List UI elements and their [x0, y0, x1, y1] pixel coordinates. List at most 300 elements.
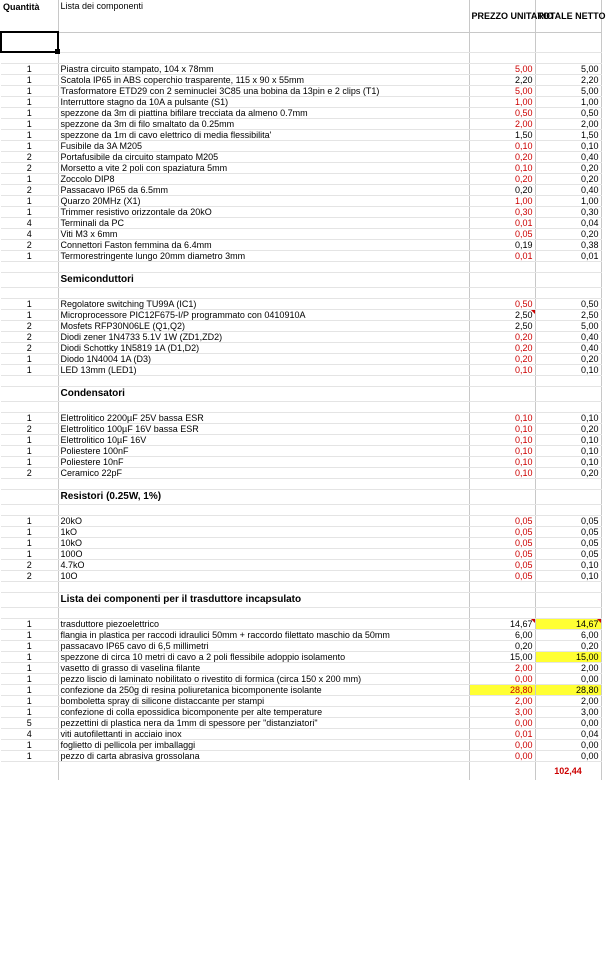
net-total-cell[interactable]: 0,05 — [535, 527, 601, 538]
unit-price-cell[interactable]: 15,00 — [469, 652, 535, 663]
unit-price-cell[interactable]: 0,05 — [469, 229, 535, 240]
empty-cell[interactable] — [58, 32, 469, 52]
net-total-cell[interactable]: 5,00 — [535, 321, 601, 332]
description-cell[interactable]: Zoccolo DIP8 — [58, 174, 469, 185]
description-cell[interactable]: Trimmer resistivo orizzontale da 20kO — [58, 207, 469, 218]
empty-cell[interactable] — [469, 582, 535, 593]
section-row — [1, 273, 601, 288]
unit-price-cell[interactable]: 2,00 — [469, 663, 535, 674]
unit-price-cell[interactable]: 0,10 — [469, 468, 535, 479]
quantity-cell[interactable]: 1 — [1, 652, 58, 663]
empty-cell[interactable] — [469, 288, 535, 299]
quantity-cell[interactable]: 1 — [1, 630, 58, 641]
quantity-cell[interactable]: 1 — [1, 365, 58, 376]
empty-cell[interactable] — [469, 273, 535, 288]
quantity-cell[interactable]: 1 — [1, 119, 58, 130]
unit-price-cell[interactable]: 0,10 — [469, 141, 535, 152]
empty-cell[interactable] — [58, 52, 469, 64]
description-cell[interactable]: Diodi zener 1N4733 5.1V 1W (ZD1,ZD2) — [58, 332, 469, 343]
empty-cell[interactable] — [535, 490, 601, 505]
quantity-cell[interactable]: 1 — [1, 251, 58, 262]
unit-price-cell[interactable]: 2,20 — [469, 75, 535, 86]
quantity-cell[interactable]: 1 — [1, 207, 58, 218]
table-row — [1, 229, 601, 240]
quantity-cell[interactable]: 5 — [1, 718, 58, 729]
unit-price-cell[interactable]: 0,20 — [469, 185, 535, 196]
quantity-cell[interactable]: 2 — [1, 163, 58, 174]
unit-price-cell[interactable]: 0,20 — [469, 641, 535, 652]
table-row — [1, 549, 601, 560]
unit-price-cell[interactable]: 0,00 — [469, 674, 535, 685]
empty-cell[interactable] — [469, 490, 535, 505]
unit-price-cell[interactable]: 0,20 — [469, 152, 535, 163]
quantity-cell[interactable]: 1 — [1, 751, 58, 762]
header-row — [1, 0, 601, 32]
net-total-cell[interactable]: 0,20 — [535, 229, 601, 240]
net-total-cell[interactable]: 0,10 — [535, 457, 601, 468]
quantity-cell[interactable]: 2 — [1, 152, 58, 163]
empty-cell[interactable] — [58, 288, 469, 299]
unit-price-cell[interactable]: 0,01 — [469, 729, 535, 740]
net-total-cell[interactable]: 2,00 — [535, 696, 601, 707]
empty-cell[interactable] — [535, 32, 601, 52]
description-cell[interactable]: Microprocessore PIC12F675-I/P programmato con 0410910A — [58, 310, 469, 321]
net-total-cell[interactable]: 0,10 — [535, 365, 601, 376]
unit-price-cell[interactable]: 0,20 — [469, 343, 535, 354]
empty-cell[interactable] — [1, 479, 58, 490]
empty-cell[interactable] — [469, 505, 535, 516]
description-cell[interactable]: Mosfets RFP30N06LE (Q1,Q2) — [58, 321, 469, 332]
net-total-cell[interactable]: 6,00 — [535, 630, 601, 641]
empty-cell[interactable] — [469, 479, 535, 490]
net-total-cell[interactable]: 0,50 — [535, 299, 601, 310]
table-row — [1, 435, 601, 446]
section-title[interactable]: Lista dei componenti per il trasduttore incapsulato — [58, 593, 469, 608]
table-row — [1, 251, 601, 262]
empty-cell[interactable] — [58, 262, 469, 273]
unit-price-cell[interactable]: 2,50 — [469, 321, 535, 332]
net-total-cell[interactable]: 0,05 — [535, 516, 601, 527]
quantity-cell[interactable]: 1 — [1, 75, 58, 86]
unit-price-cell[interactable]: 1,00 — [469, 196, 535, 207]
empty-cell[interactable] — [535, 288, 601, 299]
unit-price-cell[interactable]: 0,30 — [469, 207, 535, 218]
unit-price-cell[interactable]: 0,05 — [469, 527, 535, 538]
unit-price-cell[interactable]: 28,80 — [469, 685, 535, 696]
quantity-cell[interactable]: 2 — [1, 185, 58, 196]
net-total-cell[interactable]: 0,30 — [535, 207, 601, 218]
section-row — [1, 490, 601, 505]
net-total-cell[interactable]: 0,40 — [535, 332, 601, 343]
net-total-cell[interactable]: 2,00 — [535, 663, 601, 674]
empty-cell[interactable] — [535, 376, 601, 387]
description-cell[interactable]: Poliestere 10nF — [58, 457, 469, 468]
empty-cell[interactable] — [1, 402, 58, 413]
unit-price-cell[interactable]: 2,00 — [469, 696, 535, 707]
net-total-cell[interactable]: 14,67 — [535, 619, 601, 630]
blank-row — [1, 505, 601, 516]
quantity-cell[interactable]: 4 — [1, 229, 58, 240]
net-total-cell[interactable]: 0,00 — [535, 674, 601, 685]
table-row — [1, 516, 601, 527]
table-row — [1, 740, 601, 751]
blank-row — [1, 402, 601, 413]
unit-price-cell[interactable]: 0,50 — [469, 299, 535, 310]
description-cell[interactable]: 100O — [58, 549, 469, 560]
net-total-cell[interactable]: 0,20 — [535, 424, 601, 435]
quantity-cell[interactable]: 2 — [1, 424, 58, 435]
net-total-cell[interactable]: 0,38 — [535, 240, 601, 251]
quantity-cell[interactable]: 1 — [1, 457, 58, 468]
unit-price-cell[interactable]: 0,10 — [469, 446, 535, 457]
table-row — [1, 174, 601, 185]
empty-cell[interactable] — [58, 505, 469, 516]
description-cell[interactable]: Elettrolitico 2200µF 25V bassa ESR — [58, 413, 469, 424]
net-total-cell[interactable]: 3,00 — [535, 707, 601, 718]
table-row — [1, 108, 601, 119]
quantity-cell[interactable]: 1 — [1, 696, 58, 707]
net-total-cell[interactable]: 0,04 — [535, 729, 601, 740]
quantity-cell[interactable]: 1 — [1, 97, 58, 108]
unit-price-cell[interactable]: 0,05 — [469, 516, 535, 527]
empty-cell[interactable] — [1, 762, 58, 781]
quantity-cell[interactable]: 2 — [1, 571, 58, 582]
unit-price-cell[interactable]: 0,20 — [469, 332, 535, 343]
description-cell[interactable]: Termorestringente lungo 20mm diametro 3mm — [58, 251, 469, 262]
description-cell[interactable]: Terminali da PC — [58, 218, 469, 229]
unit-price-cell[interactable]: 0,05 — [469, 571, 535, 582]
table-row — [1, 718, 601, 729]
quantity-cell[interactable]: 1 — [1, 141, 58, 152]
unit-price-cell[interactable]: 2,50 — [469, 310, 535, 321]
empty-cell[interactable] — [535, 52, 601, 64]
empty-cell[interactable] — [469, 262, 535, 273]
empty-cell[interactable] — [535, 387, 601, 402]
quantity-cell[interactable]: 1 — [1, 707, 58, 718]
description-cell[interactable]: Elettrolitico 10µF 16V — [58, 435, 469, 446]
unit-price-cell[interactable]: 0,20 — [469, 174, 535, 185]
blank-row — [1, 376, 601, 387]
unit-price-cell[interactable]: 0,10 — [469, 435, 535, 446]
description-cell[interactable]: spezzone da 3m di filo smaltato da 0.25mm — [58, 119, 469, 130]
quantity-cell[interactable]: 1 — [1, 299, 58, 310]
description-cell[interactable]: vasetto di grasso di vaselina filante — [58, 663, 469, 674]
net-total-cell[interactable]: 0,50 — [535, 108, 601, 119]
empty-cell[interactable] — [469, 402, 535, 413]
unit-price-cell[interactable]: 1,00 — [469, 97, 535, 108]
net-total-cell[interactable]: 1,00 — [535, 196, 601, 207]
table-row — [1, 729, 601, 740]
quantity-cell[interactable]: 1 — [1, 685, 58, 696]
quantity-cell[interactable]: 1 — [1, 641, 58, 652]
empty-cell[interactable] — [535, 479, 601, 490]
unit-price-cell[interactable]: 0,05 — [469, 549, 535, 560]
table-row — [1, 310, 601, 321]
unit-price-header[interactable]: PREZZO UNITARIO — [469, 0, 535, 32]
empty-cell[interactable] — [535, 505, 601, 516]
quantity-cell[interactable]: 1 — [1, 196, 58, 207]
net-total-cell[interactable]: 0,00 — [535, 718, 601, 729]
unit-price-cell[interactable]: 0,00 — [469, 751, 535, 762]
unit-price-cell[interactable]: 5,00 — [469, 64, 535, 75]
empty-cell[interactable] — [1, 273, 58, 288]
quantity-cell[interactable]: 2 — [1, 560, 58, 571]
net-total-cell[interactable]: 0,10 — [535, 446, 601, 457]
blank-row — [1, 479, 601, 490]
net-total-cell[interactable]: 0,20 — [535, 354, 601, 365]
table-row — [1, 663, 601, 674]
description-cell[interactable]: flangia in plastica per raccodi idraulici 50mm + raccordo filettato maschio da 50mm — [58, 630, 469, 641]
quantity-cell[interactable]: 1 — [1, 86, 58, 97]
unit-price-cell[interactable]: 5,00 — [469, 86, 535, 97]
unit-price-cell[interactable]: 0,10 — [469, 163, 535, 174]
net-total-cell[interactable]: 0,10 — [535, 141, 601, 152]
unit-price-cell[interactable]: 0,01 — [469, 251, 535, 262]
unit-price-cell[interactable]: 0,00 — [469, 718, 535, 729]
net-total-cell[interactable]: 5,00 — [535, 86, 601, 97]
quantity-cell[interactable]: 1 — [1, 435, 58, 446]
description-cell[interactable]: Ceramico 22pF — [58, 468, 469, 479]
net-total-cell[interactable]: 0,05 — [535, 538, 601, 549]
empty-cell[interactable] — [1, 262, 58, 273]
net-total-cell[interactable]: 0,10 — [535, 435, 601, 446]
net-total-header[interactable]: TOTALE NETTO — [535, 0, 601, 32]
quantity-cell[interactable]: 1 — [1, 663, 58, 674]
description-cell[interactable]: 4.7kO — [58, 560, 469, 571]
table-row — [1, 560, 601, 571]
empty-cell[interactable] — [1, 608, 58, 619]
net-total-cell[interactable]: 15,00 — [535, 652, 601, 663]
page-title[interactable]: Lista dei componenti — [58, 0, 469, 32]
table-row — [1, 652, 601, 663]
table-row — [1, 354, 601, 365]
description-cell[interactable]: Connettori Faston femmina da 6.4mm — [58, 240, 469, 251]
unit-price-cell[interactable]: 0,10 — [469, 424, 535, 435]
unit-price-cell[interactable]: 0,20 — [469, 354, 535, 365]
description-cell[interactable]: bomboletta spray di silicone distaccante per stampi — [58, 696, 469, 707]
unit-price-cell[interactable]: 3,00 — [469, 707, 535, 718]
net-total-cell[interactable]: 0,05 — [535, 549, 601, 560]
selected-cell[interactable] — [1, 32, 58, 52]
empty-cell[interactable] — [1, 52, 58, 64]
net-total-cell[interactable]: 0,20 — [535, 468, 601, 479]
table-row — [1, 97, 601, 108]
empty-cell[interactable] — [58, 376, 469, 387]
unit-price-cell[interactable]: 0,10 — [469, 457, 535, 468]
unit-price-cell[interactable]: 0,05 — [469, 560, 535, 571]
description-cell[interactable]: Portafusibile da circuito stampato M205 — [58, 152, 469, 163]
net-total-cell[interactable]: 2,50 — [535, 310, 601, 321]
quantity-cell[interactable]: 1 — [1, 310, 58, 321]
quantity-cell[interactable]: 2 — [1, 321, 58, 332]
description-cell[interactable]: Passacavo IP65 da 6.5mm — [58, 185, 469, 196]
quantity-cell[interactable]: 1 — [1, 108, 58, 119]
table-row — [1, 240, 601, 251]
empty-cell[interactable] — [1, 505, 58, 516]
quantity-cell[interactable]: 1 — [1, 354, 58, 365]
table-row — [1, 424, 601, 435]
description-cell[interactable]: Diodi Schottky 1N5819 1A (D1,D2) — [58, 343, 469, 354]
net-total-cell[interactable]: 0,40 — [535, 343, 601, 354]
net-total-cell[interactable]: 0,10 — [535, 413, 601, 424]
quantity-cell[interactable]: 1 — [1, 130, 58, 141]
net-total-cell[interactable]: 2,00 — [535, 119, 601, 130]
quantity-cell[interactable]: 1 — [1, 174, 58, 185]
unit-price-cell[interactable]: 0,00 — [469, 740, 535, 751]
net-total-cell[interactable]: 2,20 — [535, 75, 601, 86]
empty-cell[interactable] — [58, 582, 469, 593]
empty-cell[interactable] — [469, 593, 535, 608]
unit-price-cell[interactable]: 2,00 — [469, 119, 535, 130]
unit-price-cell[interactable]: 0,19 — [469, 240, 535, 251]
empty-cell[interactable] — [1, 376, 58, 387]
empty-cell[interactable] — [535, 402, 601, 413]
description-cell[interactable]: passacavo IP65 cavo di 6,5 millimetri — [58, 641, 469, 652]
unit-price-cell[interactable]: 14,67 — [469, 619, 535, 630]
description-cell[interactable]: Trasformatore ETD29 con 2 seminuclei 3C85 una bobina da 13pin e 2 clips (T1) — [58, 86, 469, 97]
net-total-cell[interactable]: 0,00 — [535, 751, 601, 762]
table-row — [1, 130, 601, 141]
description-cell[interactable]: pezzettini di plastica nera da 1mm di spessore per "distanziatori" — [58, 718, 469, 729]
section-row — [1, 387, 601, 402]
empty-cell[interactable] — [535, 582, 601, 593]
quantity-cell[interactable]: 1 — [1, 64, 58, 75]
empty-cell[interactable] — [469, 376, 535, 387]
unit-price-cell[interactable]: 6,00 — [469, 630, 535, 641]
description-cell[interactable]: Diodo 1N4004 1A (D3) — [58, 354, 469, 365]
description-cell[interactable]: pezzo liscio di laminato nobilitato o rivestito di formica (circa 150 x 200 mm) — [58, 674, 469, 685]
quantity-cell[interactable]: 1 — [1, 740, 58, 751]
empty-cell[interactable] — [469, 52, 535, 64]
table-row — [1, 163, 601, 174]
empty-cell[interactable] — [58, 479, 469, 490]
description-cell[interactable]: trasduttore piezoelettrico — [58, 619, 469, 630]
description-cell[interactable]: LED 13mm (LED1) — [58, 365, 469, 376]
net-total-cell[interactable]: 1,50 — [535, 130, 601, 141]
quantity-cell[interactable]: 2 — [1, 332, 58, 343]
description-cell[interactable]: confezione di colla epossidica bicomponente per alte temperature — [58, 707, 469, 718]
empty-cell[interactable] — [535, 608, 601, 619]
description-cell[interactable]: pezzo di carta abrasiva grossolana — [58, 751, 469, 762]
description-cell[interactable]: spezzone da 1m di cavo elettrico di media flessibilita' — [58, 130, 469, 141]
description-cell[interactable]: Interruttore stagno da 10A a pulsante (S1) — [58, 97, 469, 108]
net-total-cell[interactable]: 0,04 — [535, 218, 601, 229]
quantity-cell[interactable]: 1 — [1, 549, 58, 560]
blank-row — [1, 262, 601, 273]
net-total-cell[interactable]: 0,20 — [535, 641, 601, 652]
quantity-header[interactable]: Quantità — [1, 0, 58, 32]
quantity-cell[interactable]: 1 — [1, 413, 58, 424]
unit-price-cell[interactable]: 0,50 — [469, 108, 535, 119]
net-total-cell[interactable]: 5,00 — [535, 64, 601, 75]
net-total-cell[interactable]: 0,20 — [535, 163, 601, 174]
section-title[interactable]: Resistori (0.25W, 1%) — [58, 490, 469, 505]
table-row — [1, 751, 601, 762]
quantity-cell[interactable]: 1 — [1, 446, 58, 457]
description-cell[interactable]: Piastra circuito stampato, 104 x 78mm — [58, 64, 469, 75]
quantity-cell[interactable]: 1 — [1, 516, 58, 527]
section-title[interactable]: Condensatori — [58, 387, 469, 402]
empty-cell[interactable] — [58, 608, 469, 619]
table-row — [1, 707, 601, 718]
empty-cell[interactable] — [469, 387, 535, 402]
empty-cell[interactable] — [535, 593, 601, 608]
description-cell[interactable]: spezzone di circa 10 metri di cavo a 2 poli flessibile adoppio isolamento — [58, 652, 469, 663]
empty-cell[interactable] — [58, 762, 469, 781]
empty-cell[interactable] — [469, 608, 535, 619]
net-total-cell[interactable]: 1,00 — [535, 97, 601, 108]
empty-cell[interactable] — [1, 582, 58, 593]
description-cell[interactable]: Elettrolitico 100µF 16V bassa ESR — [58, 424, 469, 435]
section-title[interactable]: Semiconduttori — [58, 273, 469, 288]
empty-cell[interactable] — [535, 262, 601, 273]
quantity-cell[interactable]: 2 — [1, 343, 58, 354]
net-total-cell[interactable]: 0,10 — [535, 560, 601, 571]
unit-price-cell[interactable]: 0,10 — [469, 365, 535, 376]
description-cell[interactable]: Poliestere 100nF — [58, 446, 469, 457]
empty-cell[interactable] — [1, 387, 58, 402]
net-total-cell[interactable]: 0,10 — [535, 571, 601, 582]
quantity-cell[interactable]: 2 — [1, 240, 58, 251]
net-total-cell[interactable]: 28,80 — [535, 685, 601, 696]
description-cell[interactable]: viti autofilettanti in acciaio inox — [58, 729, 469, 740]
description-cell[interactable]: confezione da 250g di resina poliuretanica bicomponente isolante — [58, 685, 469, 696]
quantity-cell[interactable]: 1 — [1, 527, 58, 538]
description-cell[interactable]: Viti M3 x 6mm — [58, 229, 469, 240]
quantity-cell[interactable]: 2 — [1, 468, 58, 479]
net-total-cell[interactable]: 0,20 — [535, 174, 601, 185]
description-cell[interactable]: foglietto di pellicola per imballaggi — [58, 740, 469, 751]
quantity-cell[interactable]: 4 — [1, 729, 58, 740]
grand-total-value[interactable]: 102,44 — [535, 762, 601, 781]
description-cell[interactable]: 10O — [58, 571, 469, 582]
empty-cell[interactable] — [469, 762, 535, 781]
description-cell[interactable]: Fusibile da 3A M205 — [58, 141, 469, 152]
description-cell[interactable]: 1kO — [58, 527, 469, 538]
empty-cell[interactable] — [469, 32, 535, 52]
empty-cell[interactable] — [58, 402, 469, 413]
table-row — [1, 207, 601, 218]
unit-price-cell[interactable]: 0,10 — [469, 413, 535, 424]
description-cell[interactable]: Regolatore switching TU99A (IC1) — [58, 299, 469, 310]
quantity-cell[interactable]: 1 — [1, 619, 58, 630]
quantity-cell[interactable]: 1 — [1, 538, 58, 549]
net-total-cell[interactable]: 0,00 — [535, 740, 601, 751]
unit-price-cell[interactable]: 0,05 — [469, 538, 535, 549]
description-cell[interactable]: Morsetto a vite 2 poli con spaziatura 5mm — [58, 163, 469, 174]
table-row — [1, 119, 601, 130]
description-cell[interactable]: 20kO — [58, 516, 469, 527]
empty-cell[interactable] — [535, 273, 601, 288]
description-cell[interactable]: Scatola IP65 in ABS coperchio trasparente, 115 x 90 x 55mm — [58, 75, 469, 86]
net-total-cell[interactable]: 0,40 — [535, 152, 601, 163]
empty-cell[interactable] — [1, 288, 58, 299]
quantity-cell[interactable]: 1 — [1, 674, 58, 685]
description-cell[interactable]: spezzone da 3m di piattina bifilare trecciata da almeno 0.7mm — [58, 108, 469, 119]
table-row — [1, 365, 601, 376]
table-row — [1, 538, 601, 549]
unit-price-cell[interactable]: 1,50 — [469, 130, 535, 141]
selected-row — [1, 32, 601, 52]
net-total-cell[interactable]: 0,01 — [535, 251, 601, 262]
net-total-cell[interactable]: 0,40 — [535, 185, 601, 196]
quantity-cell[interactable]: 4 — [1, 218, 58, 229]
empty-cell[interactable] — [1, 593, 58, 608]
unit-price-cell[interactable]: 0,01 — [469, 218, 535, 229]
empty-cell[interactable] — [1, 490, 58, 505]
description-cell[interactable]: Quarzo 20MHz (X1) — [58, 196, 469, 207]
description-cell[interactable]: 10kO — [58, 538, 469, 549]
